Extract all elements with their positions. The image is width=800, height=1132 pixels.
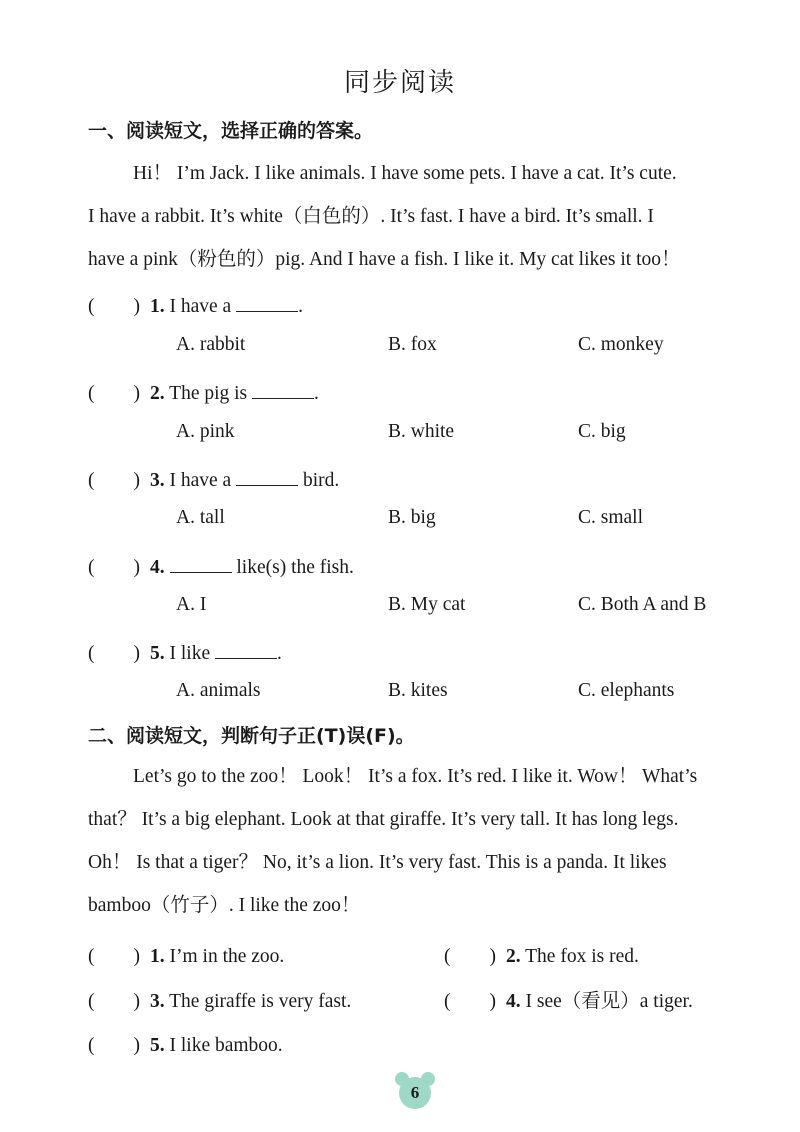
question-5 [88, 637, 282, 665]
page-number: 6 [399, 1077, 431, 1109]
option-a: A. pink [176, 421, 235, 442]
question-text: bird. [298, 470, 340, 491]
section2-passage [88, 755, 748, 927]
answer-paren[interactable]: ( ) [444, 991, 496, 1012]
statement-number: 1. [150, 946, 165, 967]
page-title: 同步阅读 [343, 68, 456, 98]
statement-1 [88, 940, 284, 968]
option-b: B. fox [388, 334, 437, 355]
fill-blank [252, 382, 314, 399]
answer-paren[interactable]: ( ) [88, 643, 140, 664]
passage-line: Hi！ I’m Jack. I like animals. I have some pets. I have a cat. It’s cute. [133, 163, 677, 184]
question-2 [88, 377, 319, 405]
statement-4 [444, 985, 693, 1013]
question-number: 4. [150, 557, 165, 578]
answer-paren[interactable]: ( ) [88, 991, 140, 1012]
answer-paren[interactable]: ( ) [88, 470, 140, 491]
option-b: B. white [388, 421, 455, 442]
statement-text: The giraffe is very fast. [164, 991, 352, 1012]
statement-3 [88, 985, 351, 1013]
statement-2 [444, 940, 639, 968]
passage-line: have a pink（粉色的）pig. And I have a fish. I like it. My cat likes it too！ [88, 249, 681, 270]
question-number: 3. [150, 470, 165, 491]
statement-5 [88, 1029, 283, 1057]
option-a: A. animals [176, 680, 261, 701]
question-4 [88, 551, 354, 579]
section1-heading: 一、阅读短文，选择正确的答案。 [88, 120, 374, 142]
fill-blank [215, 642, 277, 659]
option-a: A. I [176, 594, 207, 615]
question-text: I have a [169, 470, 232, 491]
question-1 [88, 290, 303, 318]
statement-number: 2. [506, 946, 521, 967]
passage-line: that？ It’s a big elephant. Look at that giraffe. It’s very tall. It has long legs. [88, 809, 679, 830]
section1-passage [88, 152, 748, 281]
statement-text: The fox is red. [520, 946, 639, 967]
option-b: B. My cat [388, 594, 466, 615]
answer-paren[interactable]: ( ) [88, 557, 140, 578]
question-text: I like [169, 643, 211, 664]
question-text: . [276, 643, 282, 664]
answer-paren[interactable]: ( ) [88, 1035, 140, 1056]
statement-number: 3. [150, 991, 165, 1012]
section2-heading: 二、阅读短文，判断句子正(T)误(F)。 [88, 725, 415, 747]
passage-line: bamboo（竹子）. I like the zoo！ [88, 895, 361, 916]
option-c: C. small [578, 507, 644, 528]
option-c: C. monkey [578, 334, 664, 355]
question-number: 1. [150, 296, 165, 317]
passage-line: Oh！ Is that a tiger？ No, it’s a lion. It’s very fast. This is a panda. It likes [88, 852, 667, 873]
fill-blank [236, 469, 298, 486]
question-number: 2. [150, 383, 165, 404]
question-text: The pig is [169, 383, 248, 404]
statement-number: 5. [150, 1035, 165, 1056]
option-b: B. kites [388, 680, 448, 701]
page-number-badge [395, 1072, 435, 1112]
answer-paren[interactable]: ( ) [88, 296, 140, 317]
statement-text: I’m in the zoo. [164, 946, 285, 967]
option-b: B. big [388, 507, 436, 528]
question-text: . [314, 383, 319, 404]
passage-line: Let’s go to the zoo！ Look！ It’s a fox. It’s red. I like it. Wow！ What’s [133, 766, 698, 787]
option-a: A. rabbit [176, 334, 246, 355]
statement-text: I see（看见）a tiger. [520, 991, 693, 1012]
question-text: . [298, 296, 303, 317]
statement-number: 4. [506, 991, 521, 1012]
question-text: I have a [169, 296, 232, 317]
option-a: A. tall [176, 507, 225, 528]
option-c: C. big [578, 421, 626, 442]
question-3 [88, 464, 339, 492]
option-c: C. elephants [578, 680, 675, 701]
statement-text: I like bamboo. [164, 1035, 283, 1056]
answer-paren[interactable]: ( ) [88, 946, 140, 967]
passage-line: I have a rabbit. It’s white（白色的）. It’s fast. I have a bird. It’s small. I [88, 206, 654, 227]
option-c: C. Both A and B [578, 594, 707, 615]
answer-paren[interactable]: ( ) [88, 383, 140, 404]
question-text: like(s) the fish. [231, 557, 354, 578]
fill-blank [170, 556, 232, 573]
question-number: 5. [150, 643, 165, 664]
answer-paren[interactable]: ( ) [444, 946, 496, 967]
fill-blank [236, 295, 298, 312]
